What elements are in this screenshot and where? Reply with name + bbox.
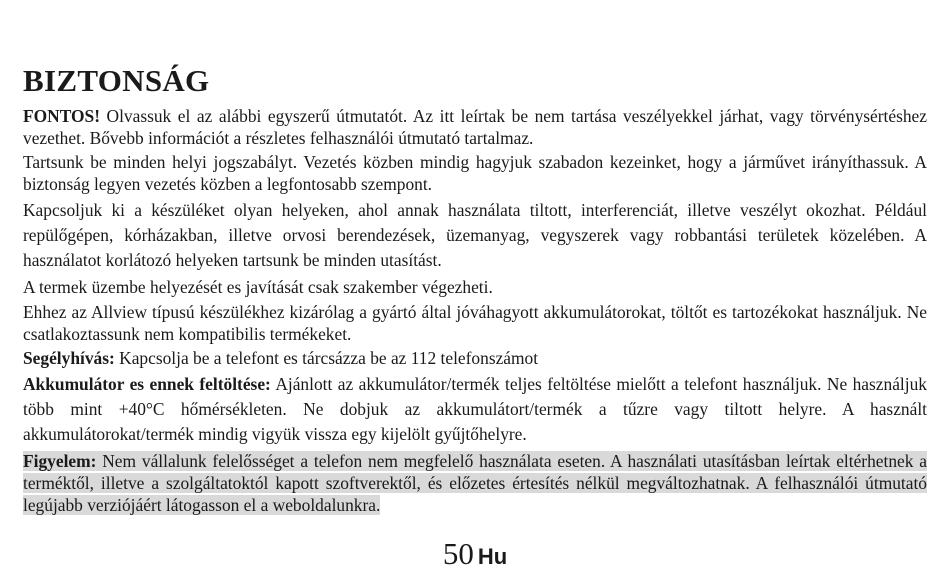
paragraph-important: [23, 105, 927, 149]
language-code: Hu: [477, 544, 508, 569]
paragraph-driving: [23, 151, 927, 195]
accessories-text: Ehhez az Allview típusú készülékhez kizárólag a gyártó által jóváhagyott akkumulátorokat, töltőt es tartozékokat használjuk. Ne csatlakoztassunk nem kompatibilis termékeket.: [23, 302, 927, 344]
battery-label: Akkumulátor es ennek feltöltése:: [23, 374, 271, 394]
page-title: BIZTONSÁG: [23, 63, 210, 98]
important-text: Olvassuk el az alábbi egyszerű útmutatót. Az itt leírtak be nem tartása veszélyekkel járhat, vagy törvénysértéshez vezethet. Bővebb információt a részletes felhasználói útmutató tartalmaz.: [23, 106, 927, 148]
notice-label: Figyelem:: [23, 451, 97, 471]
paragraph-battery: [23, 372, 927, 447]
emergency-call-label: Segélyhívás:: [23, 348, 115, 368]
notice-highlight: [23, 451, 927, 515]
document-page: [23, 62, 927, 519]
important-label: FONTOS!: [23, 106, 100, 126]
emergency-call-text: Kapcsolja be a telefont es tárcsázza be az 112 telefonszámot: [114, 348, 539, 368]
page-number: 50: [442, 536, 474, 571]
paragraph-notice: [23, 450, 927, 516]
page-footer: [0, 536, 950, 578]
paragraph-emergency-call: [23, 347, 927, 369]
paragraph-accessories: [23, 301, 927, 345]
service-text: A termek üzembe helyezését es javítását csak szakember végezheti.: [23, 277, 493, 297]
restricted-areas-text: Kapcsoljuk ki a készüléket olyan helyeken, ahol annak használata tiltott, interferenciát, illetve veszélyt okozhat. Például repülőgépen, kórházakban, illetve orvosi berendezések, üzemanyag, vegyszerek vagy robbantási területek közelében. A használatot korlátozó helyeken tartsunk be minden utasítást.: [23, 200, 927, 270]
paragraph-service: [23, 276, 927, 298]
battery-text: Ajánlott az akkumulátor/termék teljes feltöltése mielőtt a telefont használjuk. Ne használjuk több mint +40°C hőmérsékleten. Ne dobjuk az akkumulátort/termék a tűzre vagy tiltott helyre. A használt akkumulátorokat/termék mindig vigyük vissza egy kijelölt gyűjtőhelyre.: [23, 374, 927, 444]
notice-text: Nem vállalunk felelősséget a telefon nem megfelelő használata eseten. A használati utasításban leírtak eltérhetnek a terméktől, illetve a szolgáltatoktól kapott szoftverektől, és előzetes értesítés nélkül megváltozhatnak. A felhasználói útmutató legújabb verziójáért látogasson el a weboldalunkra.: [23, 451, 927, 515]
paragraph-restricted-areas: [23, 198, 927, 273]
driving-text: Tartsunk be minden helyi jogszabályt. Vezetés közben mindig hagyjuk szabadon kezeinket, hogy a járművet irányíthassuk. A biztonság legyen vezetés közben a legfontosabb szempont.: [23, 152, 927, 194]
